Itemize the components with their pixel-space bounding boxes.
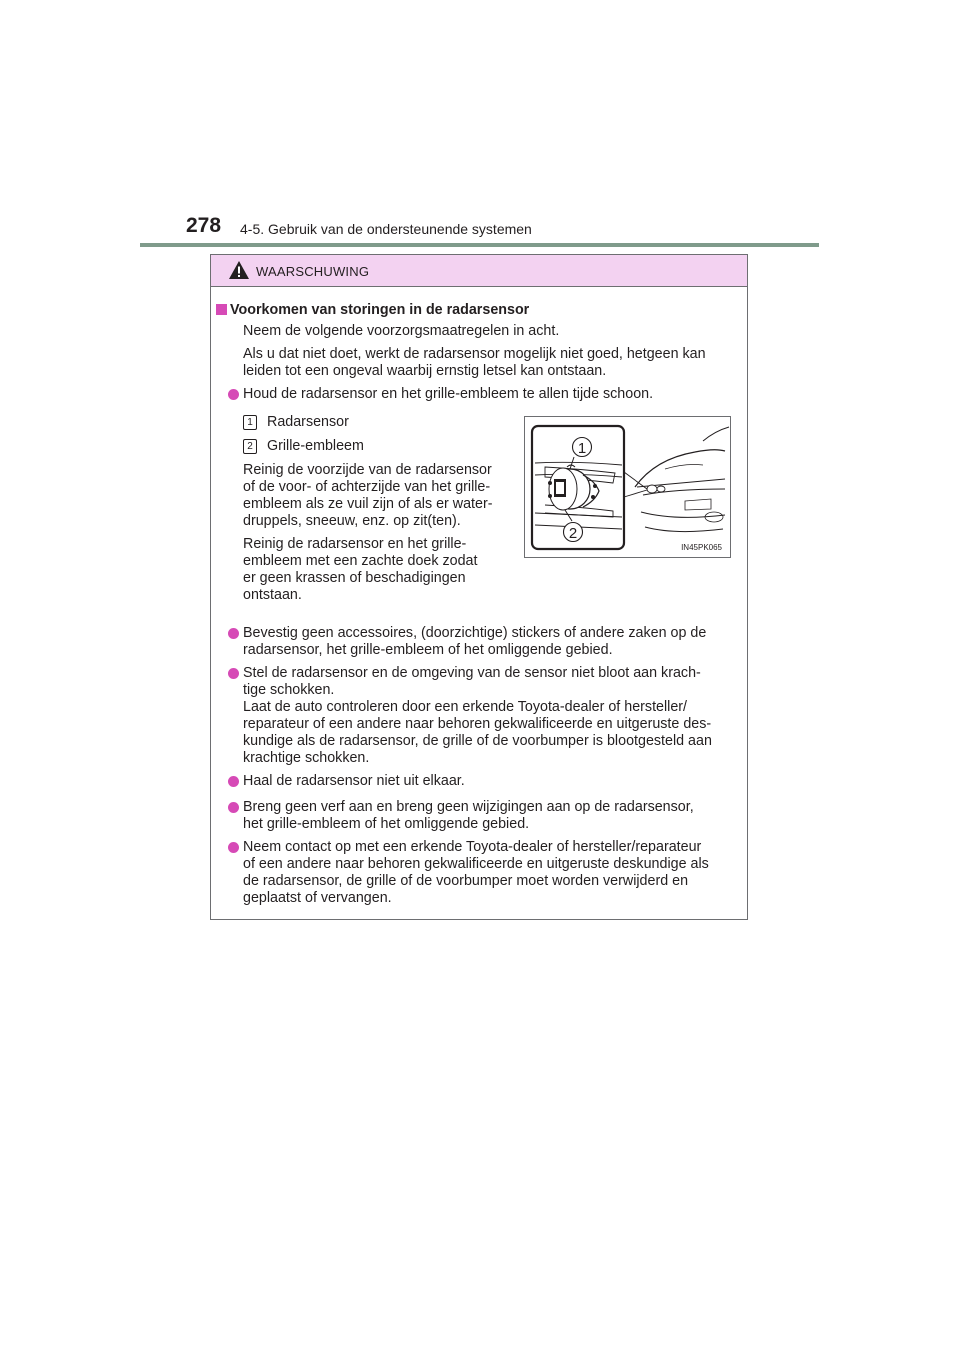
bullet-text-line: kundige als de radarsensor, de grille of de voorbumper is blootgesteld aan [243,733,712,749]
legend-label: Grille-embleem [267,438,364,454]
bullet-icon [228,842,239,853]
header-rule [140,243,819,247]
figure-code: IN45PK065 [681,543,722,552]
bullet-text-line: tige schokken. [243,682,335,698]
intro-text-line: leiden tot een ongeval waarbij ernstig letsel kan ontstaan. [243,363,607,379]
soft-text-line: ontstaan. [243,587,302,603]
clean-text-line: embleem als ze vuil zijn of als er water- [243,496,493,512]
callout-1: 1 [577,440,587,457]
clean-text-line: druppels, sneeuw, enz. op zit(ten). [243,513,461,529]
bullet-text-line: Laat de auto controleren door een erkende Toyota-dealer of hersteller/ [243,699,688,715]
bullet-icon [228,802,239,813]
bullet-text-line: Bevestig geen accessoires, (doorzichtige) stickers of andere zaken op de [243,625,707,641]
bullet-text-line: geplaatst of vervangen. [243,890,392,906]
soft-text-line: er geen krassen of beschadigingen [243,570,466,586]
bullet-text-line: Breng geen verf aan en breng geen wijzigingen aan op de radarsensor, [243,799,694,815]
warning-box [210,254,748,920]
legend-label: Radarsensor [267,414,349,430]
soft-text-line: embleem met een zachte doek zodat [243,553,478,569]
bullet-text-line: Neem contact op met een erkende Toyota-dealer of hersteller/reparateur [243,839,702,855]
soft-text-line: Reinig de radarsensor en het grille- [243,536,467,552]
warning-heading: Voorkomen van storingen in de radarsensor [230,302,530,318]
clean-text-line: of de voor- of achterzijde van het grille- [243,479,491,495]
clean-text-line: Reinig de voorzijde van de radarsensor [243,462,492,478]
bullet-text-line: reparateur of een andere naar behoren gekwalificeerde en uitgeruste des- [243,716,712,732]
legend-number: 2 [243,439,257,454]
car-front-illustration [525,417,730,557]
intro-text-line: Als u dat niet doet, werkt de radarsensor mogelijk niet goed, hetgeen kan [243,346,706,362]
warning-header [211,255,747,287]
warning-label: WAARSCHUWING [256,264,370,279]
bullet-text-line: krachtige schokken. [243,750,370,766]
bullet-text-line: radarsensor, het grille-embleem of het omliggende gebied. [243,642,613,658]
page-number: 278 [186,214,222,237]
bullet-icon [228,668,239,679]
bullet-icon [228,628,239,639]
bullet-text-line: het grille-embleem of het omliggende gebied. [243,816,530,832]
radar-sensor-figure [524,416,731,558]
warning-triangle-icon [228,260,250,280]
bullet-text: Haal de radarsensor niet uit elkaar. [243,773,465,789]
intro-text: Neem de volgende voorzorgsmaatregelen in acht. [243,323,560,339]
bullet-text-line: of een andere naar behoren gekwalificeerde en uitgeruste deskundige als [243,856,709,872]
bullet-text: Houd de radarsensor en het grille-embleem te allen tijde schoon. [243,386,654,402]
bullet-icon [228,776,239,787]
section-title: 4-5. Gebruik van de ondersteunende systemen [240,221,532,237]
callout-2: 2 [568,525,578,542]
bullet-text-line: de radarsensor, de grille of de voorbumper moet worden verwijderd en [243,873,689,889]
heading-square-icon [216,304,227,315]
legend-number: 1 [243,415,257,430]
bullet-icon [228,389,239,400]
bullet-text-line: Stel de radarsensor en de omgeving van de sensor niet bloot aan krach- [243,665,701,681]
